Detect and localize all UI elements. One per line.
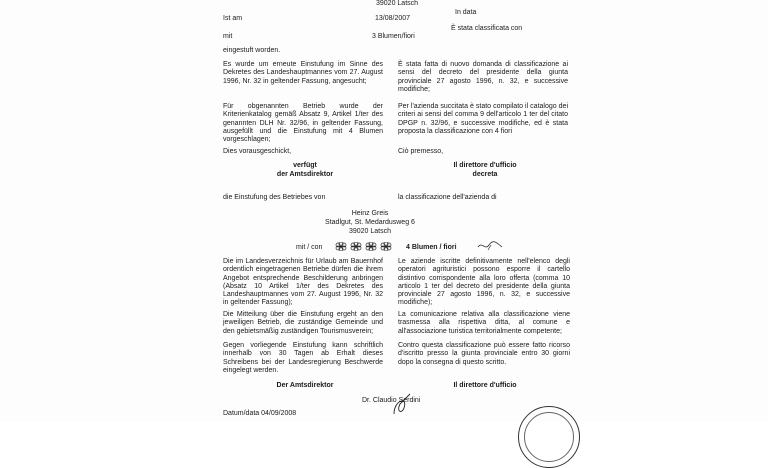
in-data-label: In data xyxy=(455,9,477,16)
mit-label: mit xyxy=(223,33,233,40)
rating-label: 4 Blumen / fiori xyxy=(406,244,457,251)
date-value: 13/08/2007 xyxy=(375,15,411,22)
classified-label: È stata classificata con xyxy=(451,25,523,32)
official-stamp-icon xyxy=(518,406,580,468)
verfuegt-heading: verfügt xyxy=(293,162,317,169)
flower-rating xyxy=(334,242,394,252)
direttore-heading: Il direttore d'ufficio xyxy=(453,162,517,169)
classificazione-text: la classificazione dell'azienda di xyxy=(398,194,497,201)
decreta-heading: decreta xyxy=(472,171,498,178)
place-top: 39020 Latsch xyxy=(376,0,419,7)
business-owner: Heinz Greis xyxy=(351,210,389,217)
amtsdirektor-heading: der Amtsdirektor xyxy=(276,171,334,178)
ist-am-label: Ist am xyxy=(223,15,243,22)
flower-icon xyxy=(379,242,393,251)
body-it-b: La comunicazione relativa alla classificazione viene trasmessa alla rispettiva ditta, al comune e all'associazione turistica territorialmente competente; xyxy=(398,311,570,335)
einstufung-text: die Einstufung des Betriebes von xyxy=(223,194,326,201)
footer-amtsdirektor: Der Amtsdirektor xyxy=(276,382,334,389)
dies-text: Dies vorausgeschickt, xyxy=(223,148,292,155)
flower-icon xyxy=(364,242,378,251)
intro-de-2: Für obgenannten Betrieb wurde der Kriterienkatalog gemäß Absatz 9, Artikel 1/ter des genannten DLH Nr. 32/96, in geltender Fassung, ausgefüllt und die Einstufung mit 4 Blumen vorgeschlagen; xyxy=(223,103,383,144)
rating-prefix: mit / con xyxy=(296,244,323,251)
rating-count: 3 Blumen/fiori xyxy=(372,33,415,40)
business-city: 39020 Latsch xyxy=(348,228,392,235)
intro-de: Es wurde um erneute Einstufung im Sinne des Dekretes des Landeshauptmannes vom 27. August 1996, Nr. 32 in geltender Fassung, angesucht; xyxy=(223,61,383,85)
cio-text: Ciò premesso, xyxy=(398,148,444,155)
signer-name: Dr. Claudio Serdini xyxy=(362,397,421,404)
intro-it: È stata fatta di nuovo domanda di classificazione ai sensi del decreto del presidente della giunta provinciale 27 agosto 1996, n. 32, e successive modifiche; xyxy=(398,61,568,93)
business-address: Stadlgut, St. Medardusweg 6 xyxy=(325,219,415,226)
body-it-a: Le aziende iscritte definitivamente nell'elenco degli operatori agrituristici possono esporre il cartello distintivo corrispondente alla loro offerta (comma 10 articolo 1 ter del decreto del presidente della giunta provinciale 27 agosto 1996, n. 32, e successive modifiche); xyxy=(398,258,570,307)
body-de-b: Die Mitteilung über die Einstufung ergeht an den jeweiligen Betrieb, die zuständige Gemeinde und den gebietsmäßig zuständigen Tourismusverein; xyxy=(223,311,383,335)
body-de-c: Gegen vorliegende Einstufung kann schriftlich innerhalb von 30 Tagen ab Erhalt dieses Schreibens bei der Landesregierung Beschwerde eingelegt werden. xyxy=(223,342,383,374)
signature-icon xyxy=(390,390,414,418)
footer-date: Datum/data 04/09/2008 xyxy=(223,410,297,417)
body-it-c: Contro questa classificazione può essere fatto ricorso d'iscritto presso la giunta provinciale entro 30 giorni dopo la consegna di questo scritto. xyxy=(398,342,570,366)
initials-scribble-icon xyxy=(476,238,504,254)
eingestuft-text: eingestuft worden. xyxy=(223,47,281,54)
body-de-a: Die im Landesverzeichnis für Urlaub am Bauernhof ordentlich eingetragenen Betriebe dürfen die ihrem Angebot entsprechende Beschilderung anbringen (Absatz 10 Artikel 1/ter des Dekretes des Landeshauptmannes vom 27. August 1996, Nr. 32 in geltender Fassung); xyxy=(223,258,383,307)
flower-icon xyxy=(334,242,348,251)
intro-it-2: Per l'azienda succitata è stato compilato il catalogo dei criteri ai sensi del comma 9 dell'articolo 1 ter del citato DPGP n. 32/96, e successive modifiche, ed è stata proposta la classificazione con 4 fiori xyxy=(398,103,568,135)
footer-direttore: Il direttore d'ufficio xyxy=(453,382,517,389)
flower-icon xyxy=(349,242,363,251)
